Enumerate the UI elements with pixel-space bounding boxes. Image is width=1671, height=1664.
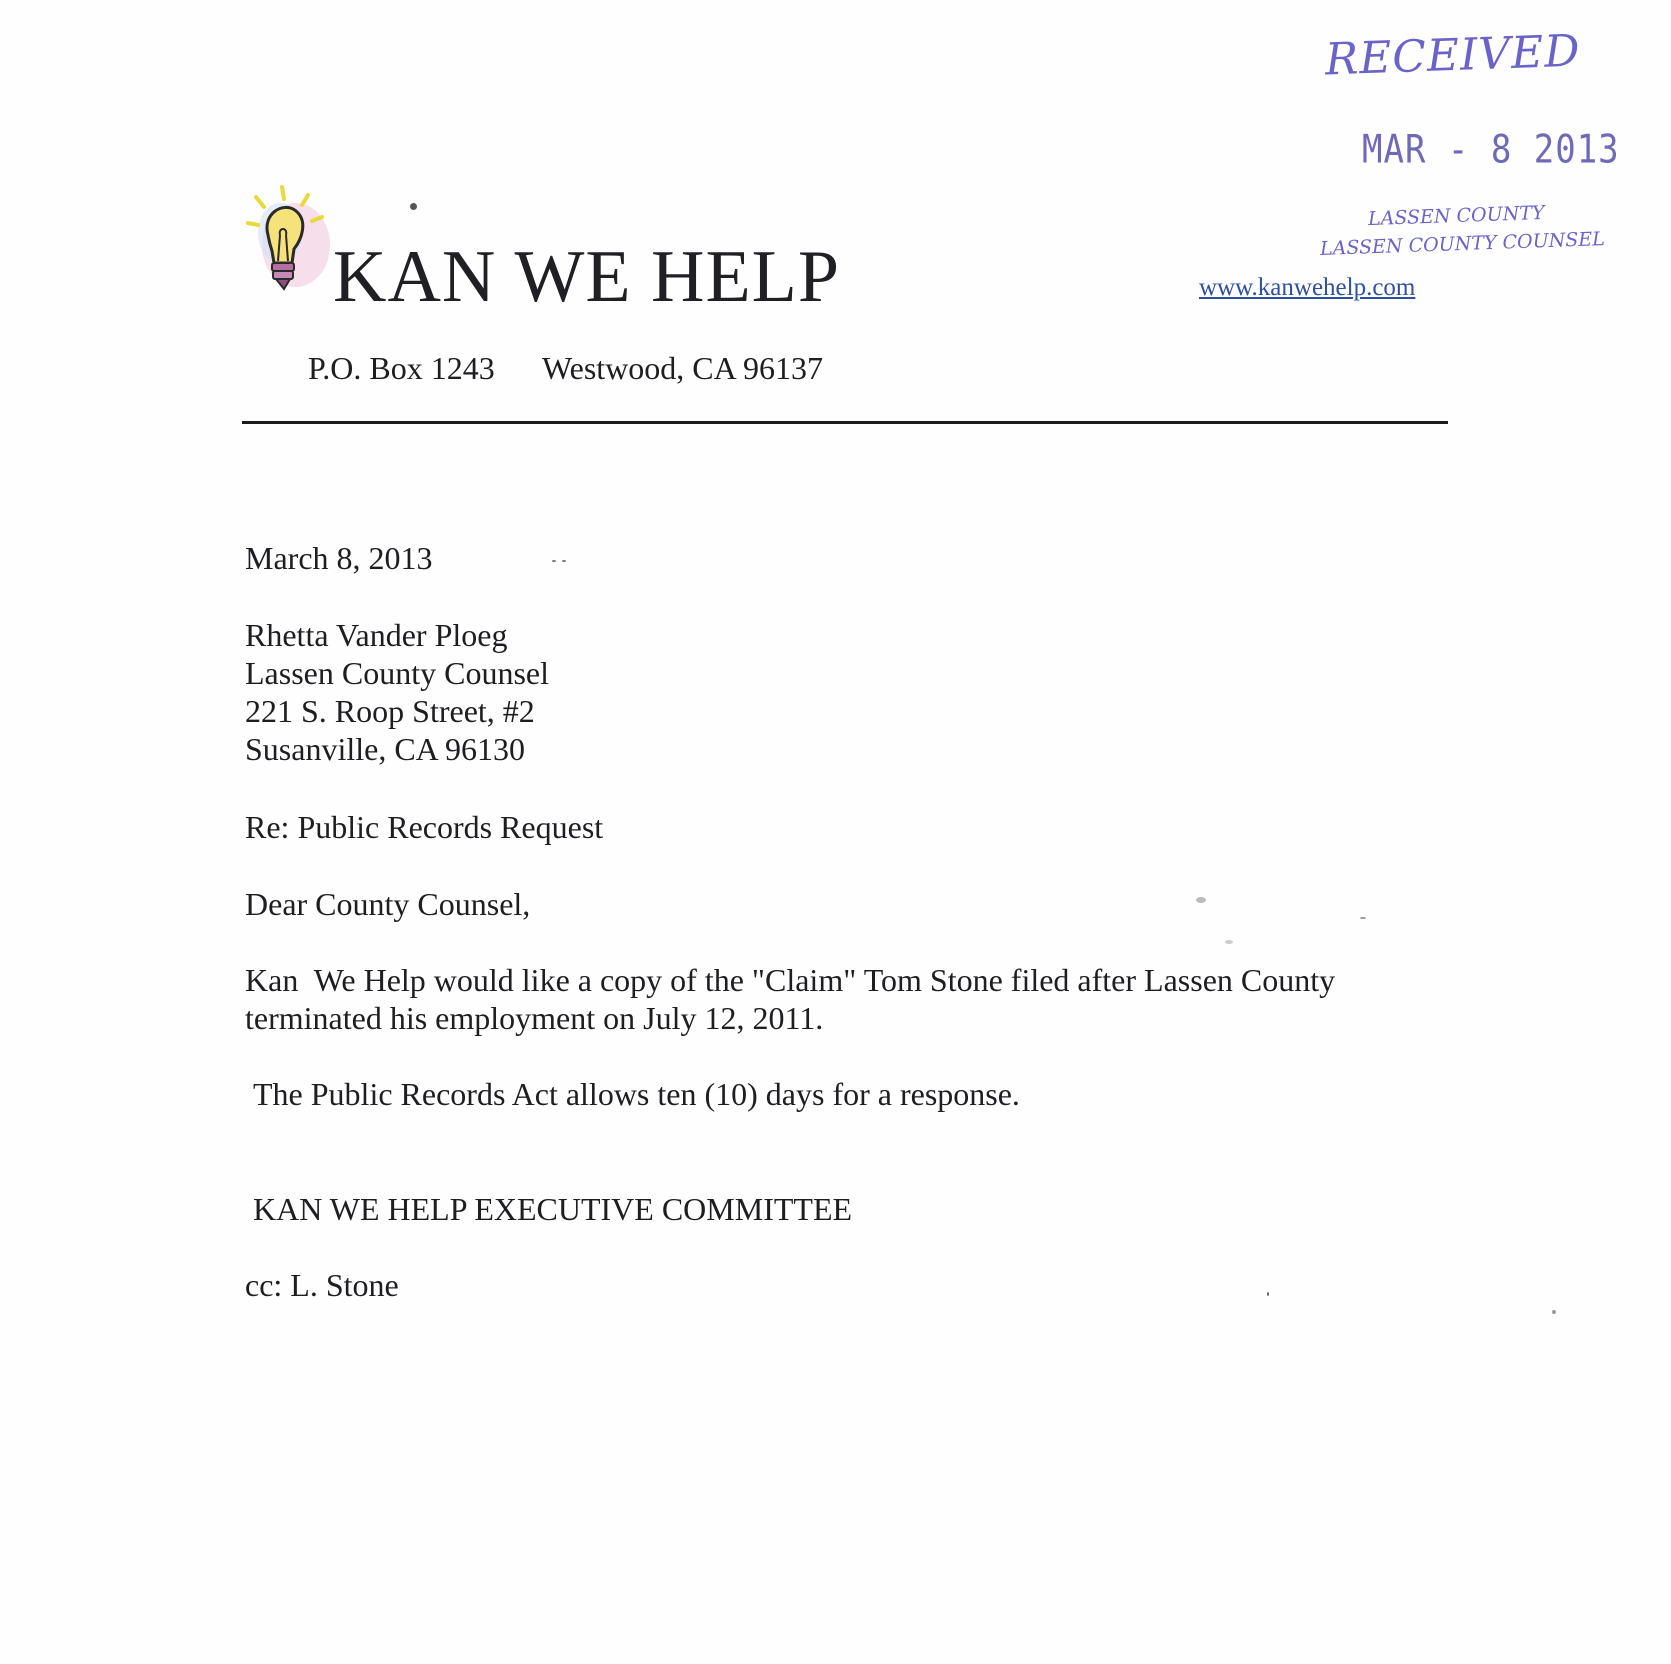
recipient-address bbox=[245, 616, 549, 768]
paragraph-line: terminated his employment on July 12, 2011. bbox=[245, 1000, 824, 1036]
scan-speck bbox=[1552, 1310, 1556, 1314]
scan-speck bbox=[552, 560, 556, 562]
subject-line: Re: Public Records Request bbox=[245, 809, 604, 845]
stamp-date: MAR - 8 2013 bbox=[1362, 127, 1620, 173]
lightbulb-icon bbox=[244, 183, 336, 303]
cc-line: cc: L. Stone bbox=[245, 1267, 399, 1303]
recipient-name: Rhetta Vander Ploeg bbox=[245, 617, 508, 653]
scan-speck bbox=[410, 203, 417, 210]
scan-speck bbox=[1225, 940, 1233, 944]
response-note: The Public Records Act allows ten (10) days for a response. bbox=[253, 1076, 1020, 1112]
po-box: P.O. Box 1243 bbox=[308, 350, 495, 386]
stamp-office-line1: LASSEN COUNTY bbox=[1367, 201, 1545, 231]
scan-speck bbox=[1196, 897, 1206, 903]
scan-speck bbox=[1267, 1292, 1269, 1296]
letter-date: March 8, 2013 bbox=[245, 540, 433, 576]
stamp-office-line2: LASSEN COUNTY COUNSEL bbox=[1319, 228, 1606, 260]
letterhead-divider bbox=[242, 421, 1448, 424]
signature-block: KAN WE HELP EXECUTIVE COMMITTEE bbox=[253, 1191, 853, 1227]
website-link[interactable]: www.kanwehelp.com bbox=[1199, 274, 1416, 301]
scan-speck bbox=[1360, 917, 1366, 919]
recipient-street: 221 S. Roop Street, #2 bbox=[245, 693, 535, 729]
paragraph-line: Kan We Help would like a copy of the "Claim" Tom Stone filed after Lassen County bbox=[245, 962, 1336, 998]
recipient-city: Susanville, CA 96130 bbox=[245, 731, 526, 767]
city-state-zip: Westwood, CA 96137 bbox=[542, 350, 823, 386]
recipient-title: Lassen County Counsel bbox=[245, 655, 549, 691]
scan-speck bbox=[562, 560, 566, 562]
received-stamp: RECEIVED bbox=[1324, 25, 1582, 86]
request-paragraph bbox=[245, 961, 1335, 1037]
org-name: KAN WE HELP bbox=[333, 236, 841, 318]
salutation: Dear County Counsel, bbox=[245, 886, 531, 922]
